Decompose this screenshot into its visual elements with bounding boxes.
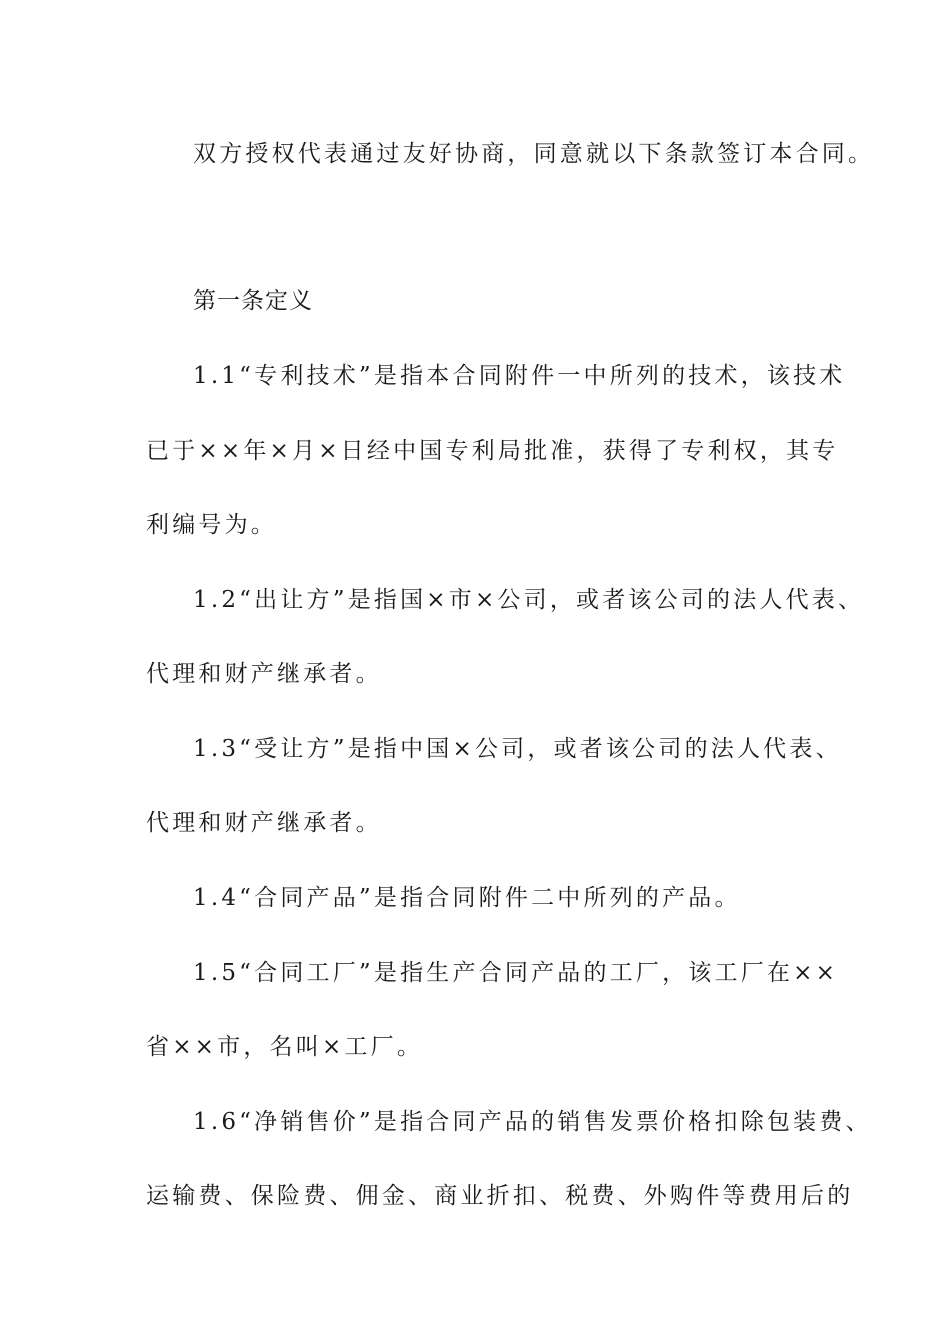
clause-1-5-line-1: 1.5“合同工厂”是指生产合同产品的工厂，该工厂在×× [193,960,839,986]
clause-1-1-line-2: 已于××年×月×日经中国专利局批准，获得了专利权，其专 [146,438,839,464]
clause-1-2-line-1: 1.2“出让方”是指国×市×公司，或者该公司的法人代表、 [193,587,865,613]
clause-1-3-line-2: 代理和财产继承者。 [146,810,382,836]
clause-1-6-line-2: 运输费、保险费、佣金、商业折扣、税费、外购件等费用后的 [146,1183,854,1209]
clause-1-5-line-2: 省××市，名叫×工厂。 [146,1034,424,1060]
clause-1-1-line-1: 1.1“专利技术”是指本合同附件一中所列的技术，该技术 [193,363,846,389]
clause-1-1-line-3: 利编号为。 [146,512,277,538]
article-title: 第一条定义 [193,288,313,314]
clause-1-3-line-1: 1.3“受让方”是指中国×公司，或者该公司的法人代表、 [193,736,842,762]
clause-1-2-line-2: 代理和财产继承者。 [146,661,382,687]
clause-1-6-line-1: 1.6“净销售价”是指合同产品的销售发票价格扣除包装费、 [193,1109,872,1135]
intro-paragraph: 双方授权代表通过友好协商，同意就以下条款签订本合同。 [193,141,875,167]
clause-1-4-line-1: 1.4“合同产品”是指合同附件二中所列的产品。 [193,885,741,911]
